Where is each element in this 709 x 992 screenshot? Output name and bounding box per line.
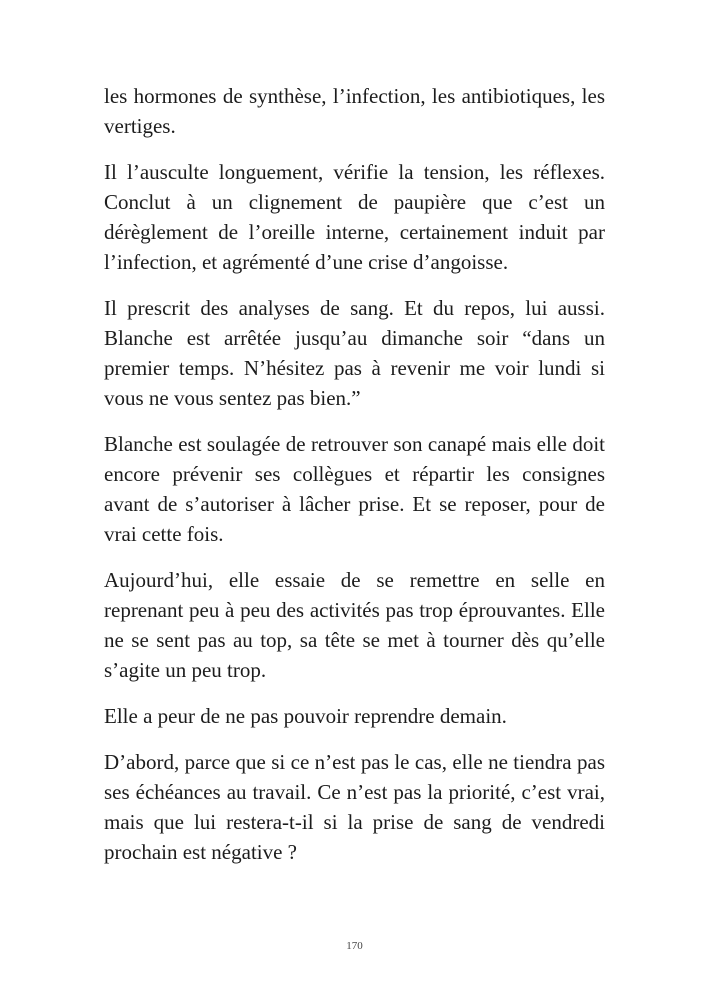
- paragraph: Elle a peur de ne pas pouvoir reprendre demain.: [104, 704, 507, 728]
- paragraph: Il l’ausculte longuement, vérifie la tension, les réflexes. Conclut à un clignement de paupière que c’est un dérèglement de l’oreille interne, certainement induit par l’infection, et agrémenté d’une crise d’angoisse.: [104, 160, 605, 274]
- paragraph: Il prescrit des analyses de sang. Et du repos, lui aussi. Blanche est arrêtée jusqu’au dimanche soir “dans un premier temps. N’hésitez pas à revenir me voir lundi si vous ne vous sentez pas bien.”: [104, 296, 605, 410]
- body-text: [104, 81, 605, 883]
- page-number: 170: [346, 940, 363, 952]
- paragraph: D’abord, parce que si ce n’est pas le cas, elle ne tiendra pas ses échéances au travail. Ce n’est pas la priorité, c’est vrai, mais que lui restera-t-il si la prise de sang de vendredi prochain est négative ?: [104, 750, 605, 864]
- paragraph: Aujourd’hui, elle essaie de se remettre en selle en reprenant peu à peu des activités pas trop éprouvantes. Elle ne se sent pas au top, sa tête se met à tourner dès qu’elle s’agite un peu trop.: [104, 568, 605, 682]
- paragraph: les hormones de synthèse, l’infection, les antibiotiques, les vertiges.: [104, 84, 605, 138]
- paragraph: Blanche est soulagée de retrouver son canapé mais elle doit encore prévenir ses collègues et répartir les consignes avant de s’autoriser à lâcher prise. Et se reposer, pour de vrai cette fois.: [104, 432, 605, 546]
